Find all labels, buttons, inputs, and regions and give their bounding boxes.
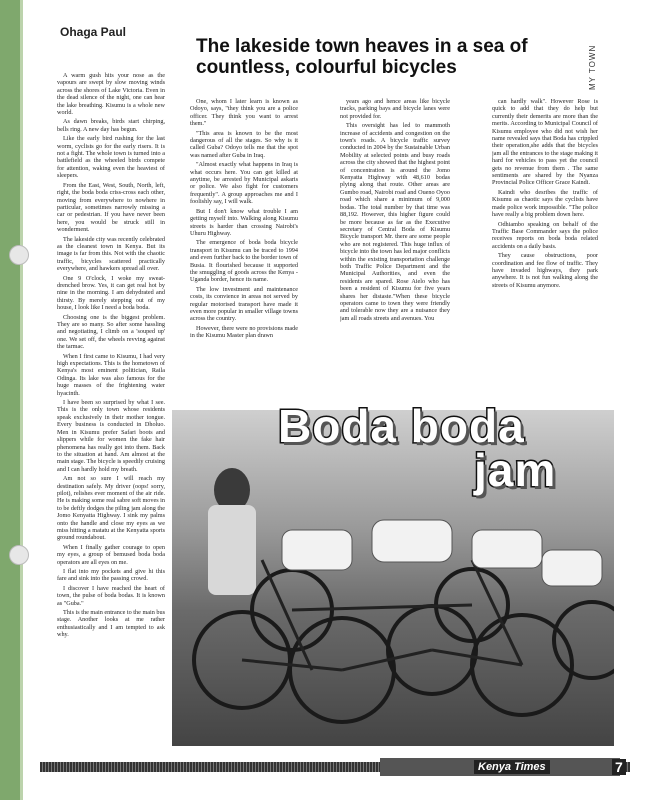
feature-title-line-1: Boda boda: [278, 400, 525, 452]
article-column-1: [57, 72, 165, 740]
page-number: 7: [612, 759, 626, 775]
binder-hole: [9, 545, 29, 565]
paragraph: This oversight has led to mammoth increase of accidents and congestion on the town's roads. A bicycle traffic survey conducted in 2004 by the Sustainable Urban Mobility at selected points and busy roads across the city showed that the highest point of concentration is around the Jomo Kenyatta Highway with 48,610 bodas plying along that route. Other areas are Gumbo road, Nairobi road and Oueno Oyoo road which share a minimum of 9,000 bodas. The total number by that time was 88,192. However, this higher figure could be more because as far as the Executive secretary of Central Boda of Kisumu Bicycle transport Mr. there are some people who are not registered. This huge influx of bicycle into the town has led major conflicts within the existing transportation challenge both Traffic Police Department and the Municipal Authorities, and even the residents are spared. Rose Aielo who has been a resident of Kisumu for five years shares her distaste."When these bicycle operators came to town they were friendly and tolerable now they are a nuisance they jam all roads streets and avenues. You: [340, 122, 450, 322]
paragraph: When I finally gather courage to open my eyes, a group of bemused boda boda operators are all eyes on me.: [57, 543, 165, 566]
paragraph: I have been so surprised by what I see. This is the only town whose residents speak exclusively in their mother tongue. Every business is conducted in Dholuo. Men in Kisumu prefer Safari boots and slippers while for women the fake hair phenomena has really got into them. Back to the situation at hand. Am almost at the main stage. The bicycle is speedily cruising and I can hardly hold my breath.: [57, 399, 165, 473]
paragraph: As dawn breaks, birds start chirping, bells ring. A new day has begun.: [57, 118, 165, 133]
paragraph: Kaindi who desribes the traffic of Kisumu as chaotic says the cyclists have made police work impossible. "The police have really a big problem down here.: [492, 188, 598, 219]
paragraph: The emergence of boda boda bicycle transport in Kisumu can be traced to 1994 and even further back to the border town of Busia. It flourished because it supported the smuggling of goods across the Kenya - Uganda border, hence its name.: [190, 239, 298, 284]
byline: Ohaga Paul: [60, 25, 127, 39]
article-column-4: [492, 98, 598, 388]
paragraph: Like the early bird rushing for the last worm, cyclists go for the early risers. It is not a fight. The whole town is turned into a battlefield as the wheeled birds compete for attention, waking even the heaviest of sleepers.: [57, 135, 165, 180]
paragraph: One 9 O'clock, I woke my sweat-drenched brow. Yes, it can get real hot by nine in the morning. I am dehydrated and thirsty. By merely stepping out of my house, I look like I need a boda boda.: [57, 274, 165, 312]
paragraph: The lakeside city was recently celebrated as the cleanest town in Kenya. But its image is far from this. Not with the chaotic traffic, bicycles scattered practically everywhere, and hawkers spread all over.: [57, 235, 165, 273]
headline: The lakeside town heaves in a sea of countless, colourful bicycles: [196, 36, 528, 78]
page-edge-stripe: [20, 0, 23, 800]
paragraph: Am not so sure I will reach my destination safely. My driver (oops! sorry, pilot), relishes ever moment of the air ride. He is making some real sabre soft moves in to be deftly dodges the piling jam along the Jomo Kenyatta Highway. I sink my palms onto the handle and close my eyes as we miss hitting a matatu at the Kenyatta sports ground roundabout.: [57, 475, 165, 542]
paragraph: However, there were no provisions made in the Kisumu Master plan drawn: [190, 324, 298, 340]
paragraph: This is the main entrance to the main bus stage. Another looks at me rather enthusiastically and I am tempted to ask why.: [57, 609, 165, 639]
paragraph: "Almost exactly what happens in Iraq is what occurs here. You can get killed at anytime, be arrested by Municipal askaris or police. We also fight for customers frequently". A group approaches me and I foolishly say, I will walk.: [190, 161, 298, 206]
article-column-3: [340, 98, 450, 360]
paragraph: One, whom I later learn is known as Odoyo, says, "they think you are a police officer. They think you want to arrest them.": [190, 98, 298, 128]
feature-title-line-2: jam: [474, 444, 557, 496]
section-label: MY TOWN: [588, 44, 597, 90]
paragraph: From the East, West, South, North, left, right, the boda boda criss-cross each other, moving from everywhere to nowhere in particular, sometimes narrowly missing a car or pedestrian. If you have never been here, you would be struck still in wonderment.: [57, 181, 165, 234]
paragraph: I discover I have reached the heart of town, the pulse of boda bodas. It is known as "Guba.": [57, 584, 165, 607]
page-edge-bar: [0, 0, 20, 800]
paragraph: Odhiambo speaking on behalf of the Traffic Base Commander says the police receives reports on boda boda related accidents on a daily basis.: [492, 220, 598, 250]
paragraph: When I first came to Kisumu, I had very high expectations. This is the hometown of Kenya's most eminent politician, Raila Odinga. Its lake was also famous for the huge masses of the frightening water hyacinth.: [57, 352, 165, 397]
paragraph: A warm gush hits your nose as the vapours are swept by slow moving winds across the shores of Lake Victoria. Even in the dead silence of the night, one can hear the lake breathing. Kisumu is a whole new world.: [57, 72, 165, 117]
masthead: Kenya Times: [474, 760, 550, 774]
binder-hole: [9, 245, 29, 265]
paragraph: years ago and hence areas like bicycle tracks, parking bays and bicycle lanes were not provided for.: [340, 98, 450, 120]
paragraph: Choosing one is the biggest problem. They are so many. So after some hassling and negotiating, I climb on a 'souped up' one. We set off, the wheels revving against the tarmac.: [57, 313, 165, 351]
paragraph: But I don't know what trouble I am getting myself into. Walking along Kisumu streets is harder than crossing Nairobi's Uhuru Highway.: [190, 207, 298, 237]
paragraph: They cause obstructions, poor coordination and fee flow of traffic. They have invaded highways, they park anywhere. It is not fun walking along the streets of Kisumu anymore.: [492, 252, 598, 289]
paragraph: The low investment and maintenance costs, its convience in areas not served by regular motorised transport have made it even more popular in smaller village towns across the country.: [190, 285, 298, 323]
paragraph: I flat into my pockets and give hi this fare and sink into the passing crowd.: [57, 568, 165, 583]
paragraph: "This area is known to be the most dangerous of all the stages. So why is it called Guba? Odoyo tells me that the spot was named after Guba in Iraq.: [190, 129, 298, 159]
paragraph: can hardly walk". However Rose is quick to add that they do help but currently their demerits are more than the merits. According to Municipal Council of Kisumu employee who did not wish her name revealed says that Boda has crippled their operation,she adds that the bicycles jam all the entrances to the stage making it hard for vehicles to pass yet the council gets no revenue from them . The same sentiments are shared by the Nyanza Provincial Police Officer Grace Kaindi.: [492, 98, 598, 187]
article-column-2: [190, 98, 298, 360]
